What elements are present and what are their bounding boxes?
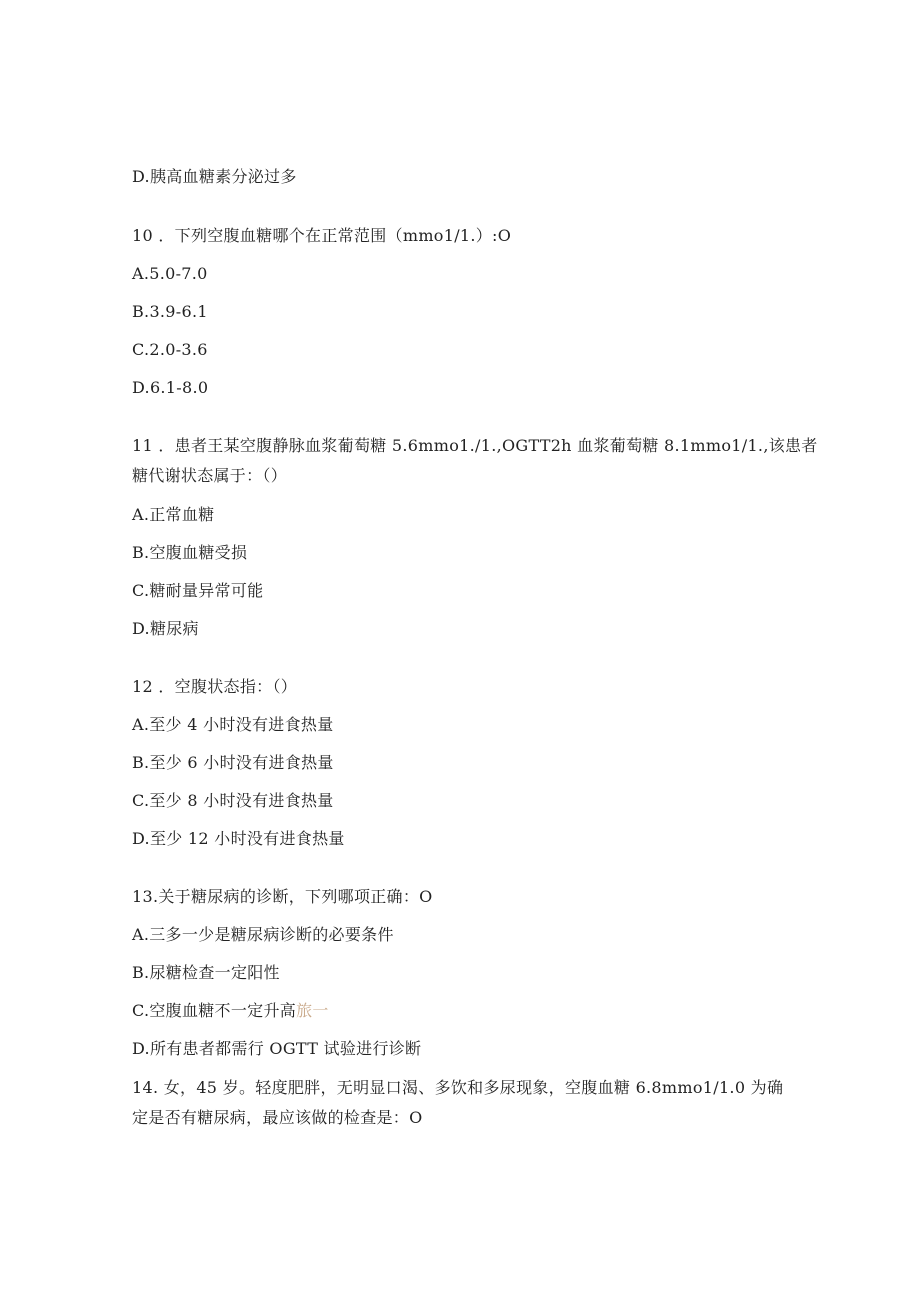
q11-stem-line1: 11 ．患者王某空腹静脉血浆葡萄糖 5.6mmo1./1.,OGTT2h 血浆葡萄糖 8.1mmo1∕1.,该患者	[132, 436, 818, 455]
q11-stem-line2: 糖代谢状态属于：（）	[132, 466, 288, 485]
q10-option-b: B.3.9-6.1	[132, 302, 208, 321]
q13-option-a: A.三多一少是糖尿病诊断的必要条件	[132, 925, 394, 944]
q11-option-b: B.空腹血糖受损	[132, 543, 248, 562]
q13-option-c-mark: 旅一	[296, 1001, 329, 1020]
q12-option-b: B.至少 6 小时没有进食热量	[132, 753, 334, 772]
q11-option-d: D.糖尿病	[132, 619, 199, 638]
q10-option-d: D.6.1-8.0	[132, 378, 209, 397]
q13-stem: 13.关于糖尿病的诊断，下列哪项正确：O	[132, 887, 433, 906]
q13-option-c	[132, 1001, 329, 1021]
q9-option-d: D.胰高血糖素分泌过多	[132, 167, 297, 186]
q12-stem: 12 ．空腹状态指：（）	[132, 677, 298, 696]
q11-option-c: C.糖耐量异常可能	[132, 581, 264, 600]
q10-stem: 10 ．下列空腹血糖哪个在正常范围（mmo1∕1.）:O	[132, 226, 512, 245]
q14-stem-line1: 14. 女，45 岁。轻度肥胖，无明显口渴、多饮和多尿现象，空腹血糖 6.8mmo1∕1.0 为确	[132, 1078, 784, 1097]
q12-option-d: D.至少 12 小时没有进食热量	[132, 829, 345, 848]
q13-option-b: B.尿糖检查一定阳性	[132, 963, 280, 982]
q14-stem-line2: 定是否有糖尿病，最应该做的检查是：O	[132, 1108, 423, 1127]
q10-option-a: A.5.0-7.0	[132, 264, 208, 283]
q12-option-c: C.至少 8 小时没有进食热量	[132, 791, 334, 810]
q11-option-a: A.正常血糖	[132, 505, 215, 524]
q12-option-a: A.至少 4 小时没有进食热量	[132, 715, 334, 734]
q13-option-c-text: C.空腹血糖不一定升高	[132, 1001, 297, 1020]
q10-option-c: C.2.0-3.6	[132, 340, 208, 359]
q13-option-d: D.所有患者都需行 OGTT 试验进行诊断	[132, 1039, 422, 1058]
